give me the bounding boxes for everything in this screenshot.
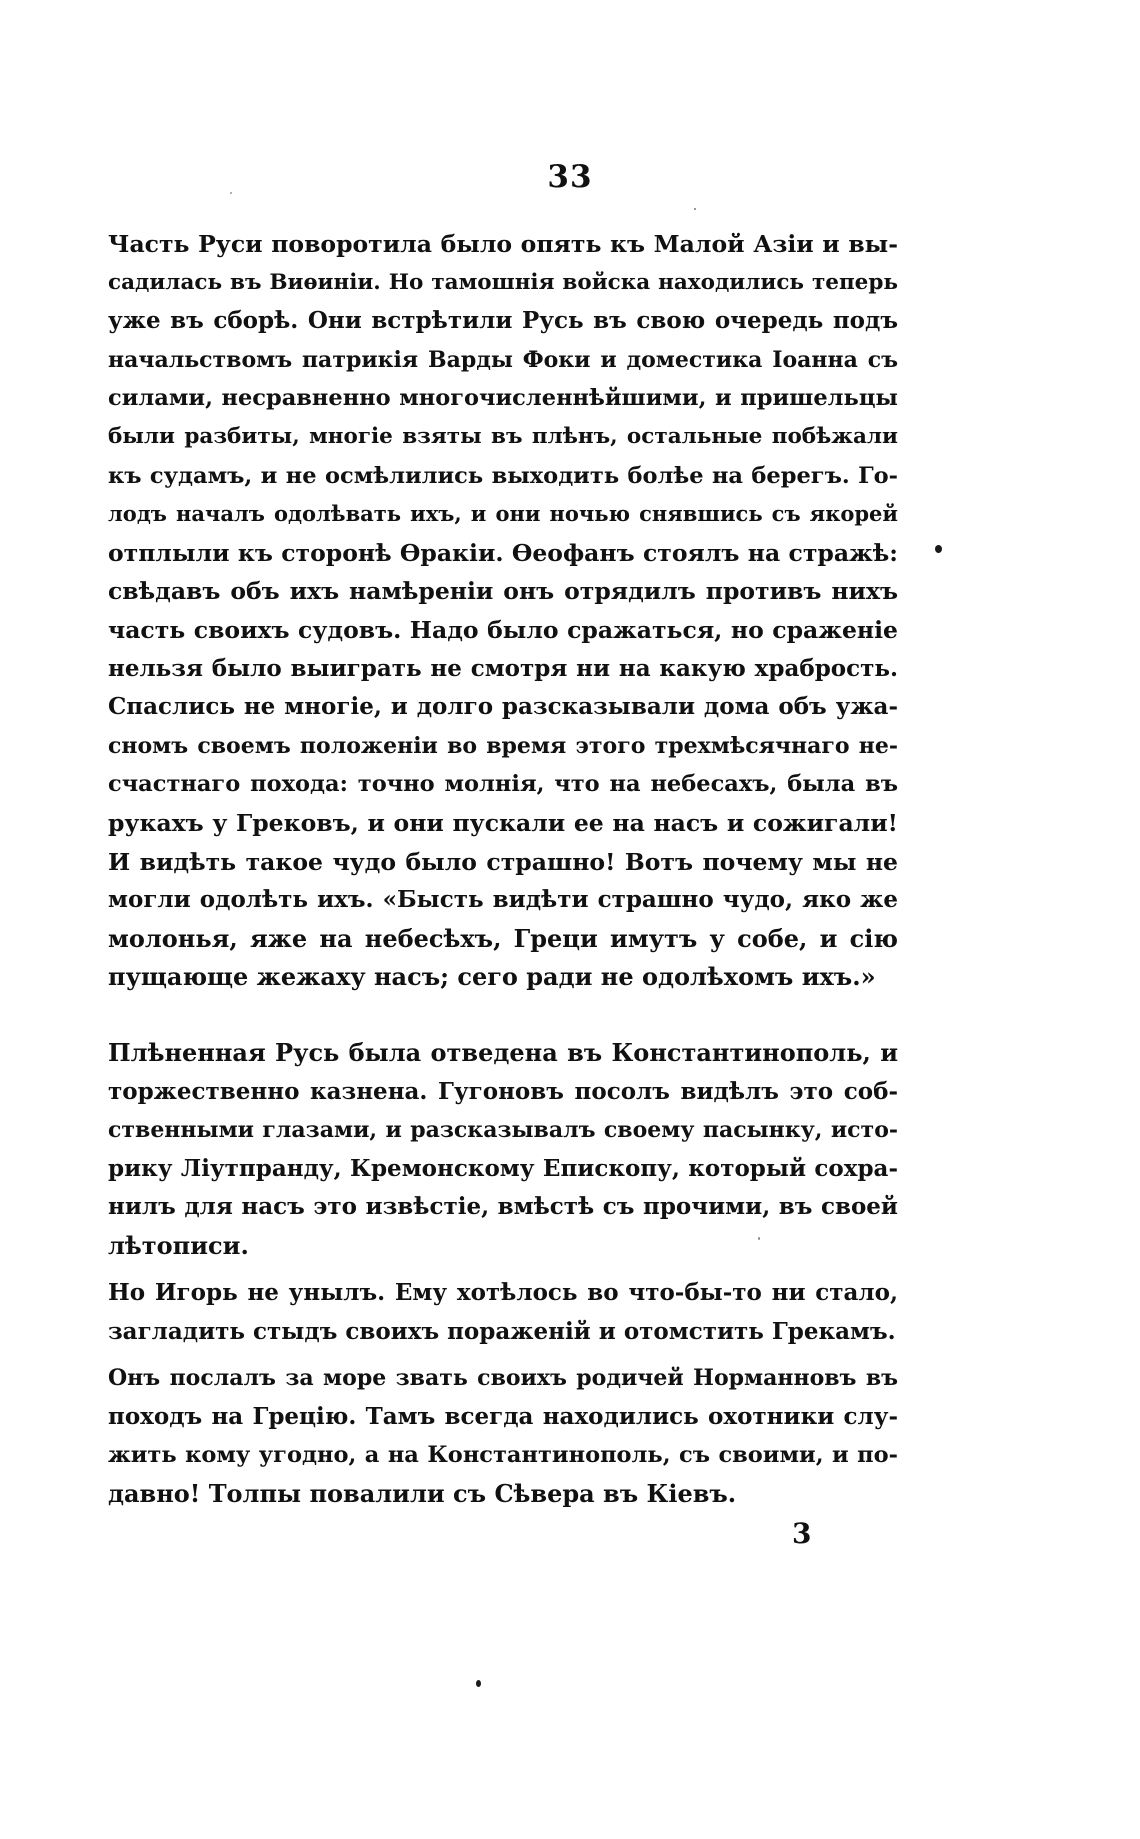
text-line: начальствомъ патрикія Варды Фоки и доместика Іоанна съ (108, 346, 898, 373)
text-line: къ судамъ, и не осмѣлились выходить болѣе на берегъ. Го- (108, 462, 898, 489)
text-line: счастнаго похода: точно молнія, что на небесахъ, была въ (108, 771, 898, 798)
text-line: жить кому угодно, а на Константинополь, съ своими, и по- (108, 1442, 898, 1469)
text-line: рукахъ у Грековъ, и они пускали ее на насъ и сожигали! (108, 808, 898, 837)
text-line: лѣтописи. (108, 1230, 249, 1260)
text-line: торжественно казнена. Гугоновъ посолъ видѣлъ это соб- (108, 1077, 898, 1105)
text-line: И видѣть такое чудо было страшно! Вотъ почему мы не (108, 847, 898, 876)
ink-speck (230, 192, 232, 194)
paragraph (108, 1359, 898, 1513)
text-line: пущающе жежаху насъ; сего ради не одолѣхомъ ихъ.» (108, 962, 876, 992)
signature-mark: 3 (792, 1517, 812, 1550)
ink-speck (694, 208, 696, 210)
text-line: были разбиты, многіе взяты въ плѣнъ, остальные побѣжали (108, 423, 898, 449)
text-line: Часть Руси поворотила было опять къ Малой Азіи и вы- (108, 230, 898, 258)
text-line: давно! Толпы повалили съ Сѣвера въ Кіевъ. (108, 1478, 737, 1508)
text-line: рику Ліутпранду, Кремонскому Епископу, который сохра- (108, 1154, 898, 1182)
text-line: сномъ своемъ положеніи во время этого трехмѣсячнаго не- (108, 732, 898, 759)
text-line: лодъ началъ одолѣвать ихъ, и они ночью снявшись съ якорей (108, 501, 898, 527)
ink-speck (476, 1680, 481, 1687)
text-line: загладить стыдъ своихъ пораженій и отомстить Грекамъ. (108, 1317, 896, 1345)
page-number: 33 (547, 159, 593, 195)
text-line: молонья, яже на небесѣхъ, Греци имутъ у собе, и сію (108, 923, 898, 953)
text-line: Спаслись не многіе, и долго разсказывали дома объ ужа- (108, 693, 898, 721)
text-line: Плѣненная Русь была отведена въ Константинополь, и (108, 1038, 898, 1067)
text-line: могли одолѣть ихъ. «Бысть видѣти страшно чудо, яко же (108, 886, 898, 914)
text-line: часть своихъ судовъ. Надо было сражаться, но сраженіе (108, 615, 898, 644)
text-line: силами, несравненно многочисленнѣйшими, и пришельцы (108, 385, 898, 412)
text-line: садилась въ Виѳиніи. Но тамошнія войска находились теперь (108, 269, 898, 295)
paragraph (108, 1274, 898, 1351)
text-line: ственными глазами, и разсказывалъ своему пасынку, исто- (108, 1117, 898, 1144)
text-line: Онъ послалъ за море звать своихъ родичей Норманновъ въ (108, 1365, 898, 1391)
text-line: походъ на Грецію. Тамъ всегда находились охотники слу- (108, 1402, 898, 1430)
text-line: нилъ для насъ это извѣстіе, вмѣстѣ съ прочими, въ своей (108, 1193, 898, 1221)
ink-speck (935, 545, 942, 553)
paragraph (108, 225, 898, 997)
text-line: свѣдавъ объ ихъ намѣреніи онъ отрядилъ противъ нихъ (108, 577, 898, 606)
text-line: отплыли къ сторонѣ Ѳракіи. Ѳеофанъ стоялъ на стражѣ: (108, 538, 898, 567)
text-line: нельзя было выиграть не смотря ни на какую храбрость. (108, 654, 898, 682)
paragraph (108, 1034, 898, 1266)
text-line: уже въ сборѣ. Они встрѣтили Русь въ свою очередь подъ (108, 307, 898, 335)
text-line: Но Игорь не унылъ. Ему хотѣлось во что-бы-то ни стало, (108, 1279, 898, 1306)
ink-speck (758, 1237, 760, 1240)
